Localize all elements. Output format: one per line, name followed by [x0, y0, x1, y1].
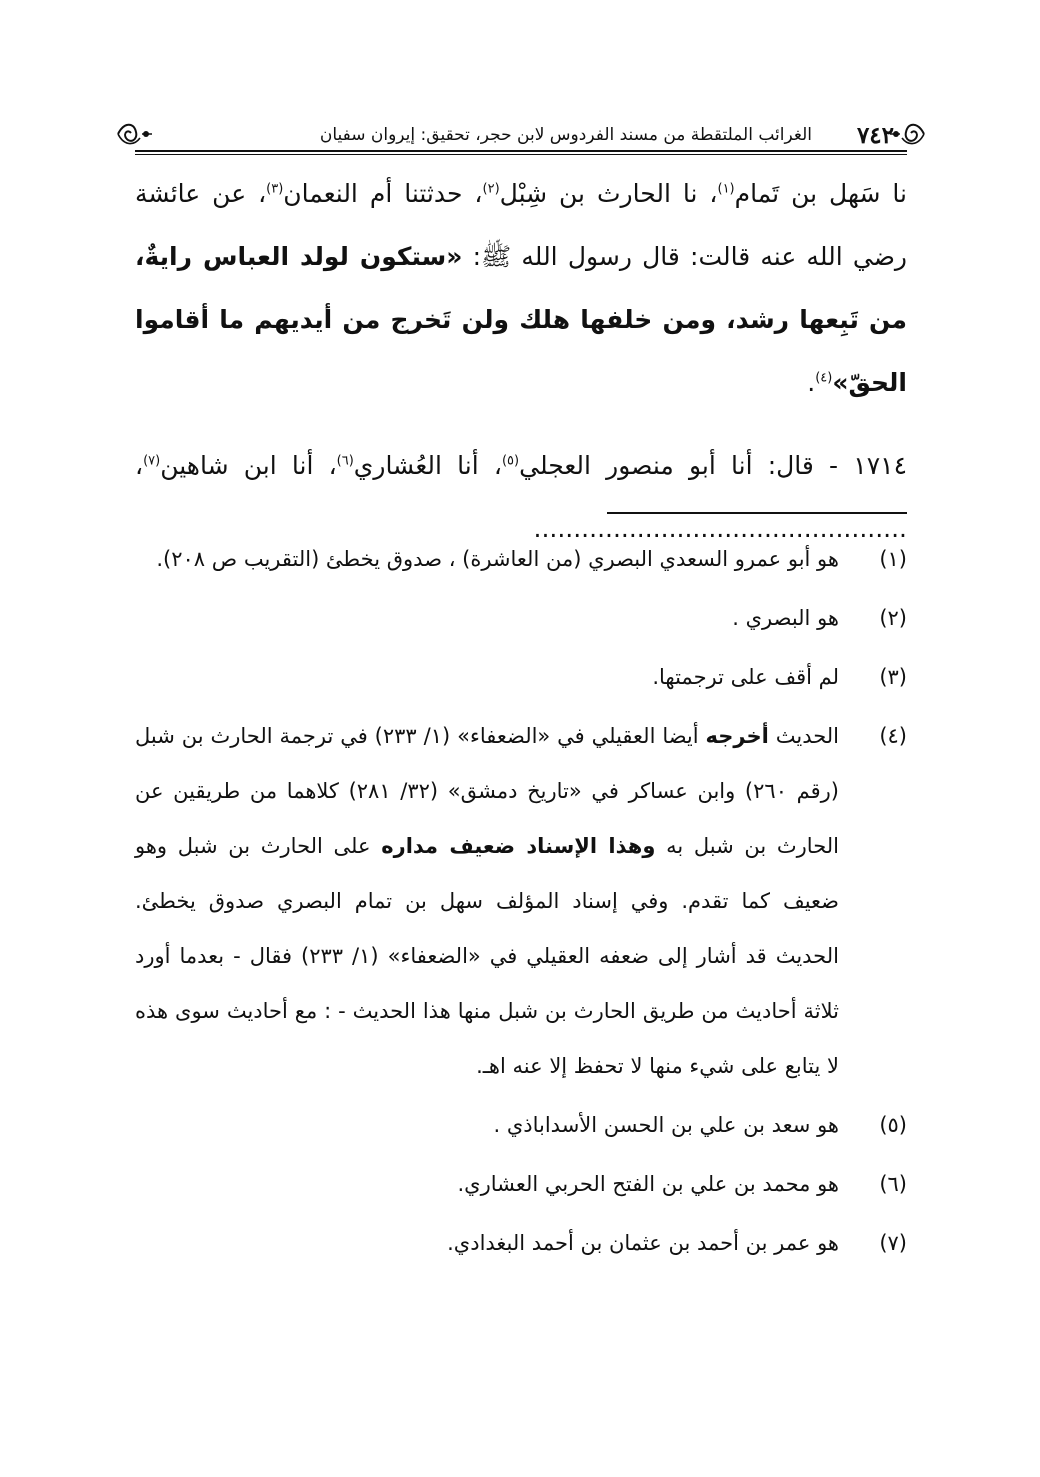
footnote-ref[interactable]: (٢) [482, 181, 500, 197]
footnote-ref[interactable]: (٦) [336, 453, 354, 469]
footnote-2 [135, 591, 907, 646]
floral-ornament-icon [114, 120, 154, 148]
footnote-number: (٦) [879, 1172, 907, 1196]
footnote-number: (٣) [879, 665, 907, 689]
footnote-ref[interactable]: (٣) [266, 181, 284, 197]
footnotes [135, 532, 907, 1271]
hadith-entry-1714: ١٧١٤ - قال: أنا أبو منصور العجلي$^{(٥)}$، أنا العُشاري$^{(٦)}$، أنا ابن شاهين$^{(٧)}$، ............................................... [135, 451, 907, 543]
footnote-text: هو محمد بن علي بن الفتح الحربي العشاري. [457, 1172, 839, 1196]
footnote-ref[interactable]: (٥) [501, 453, 520, 469]
footnote-ref[interactable]: (٧) [143, 453, 161, 469]
footnote-separator [607, 512, 907, 514]
footnote-number: (٢) [879, 606, 907, 630]
footnote-text: هو أبو عمرو السعدي البصري (من العاشرة) ، صدوق يخطئ (التقريب ص ٢٠٨). [156, 547, 839, 571]
floral-ornament-icon [888, 120, 928, 148]
footnote-number: (٧) [879, 1231, 907, 1255]
header-rule-thin [135, 154, 907, 155]
hadith-paragraph: نا سَهل بن تَمام$^{(١)}$، نا الحارث بن شِبْل$^{(٢)}$، حدثتنا أم النعمان$^{(٣)}$، عن عائشة رضي الله عنه قالت: قال رسول الله ﷺ: «ستكون لولد العباس رايةٌ، من تَبِعها رشد، ومن خلفها هلك ولن تَخرج من أيديهم ما أقاموا الحقّ»$^{(٤)}$. [135, 179, 907, 397]
footnote-1 [135, 532, 907, 587]
footnote-ref[interactable]: (١) [717, 181, 735, 197]
continuation-dots: ............................................... [533, 514, 907, 543]
footnote-3 [135, 650, 907, 705]
footnote-text: هو عمر بن أحمد بن عثمان بن أحمد البغدادي. [447, 1231, 839, 1255]
footnote-4 [135, 709, 907, 1094]
page-number: ٧٤٢ [856, 122, 894, 149]
footnote-6 [135, 1157, 907, 1212]
footnote-text: هو البصري . [732, 606, 839, 630]
page-header [130, 120, 912, 150]
header-rule [135, 150, 907, 152]
footnote-text: الحديث أخرجه أيضا العقيلي في «الضعفاء» (١/ ٢٣٣) في ترجمة الحارث بن شبل (رقم ٢٦٠) وابن عساكر في «تاريخ دمشق» (٣٢/ ٢٨١) كلاهما من طريقين عن الحارث بن شبل به وهذا الإسناد ضعيف مداره على الحارث بن شبل وهو ضعيف كما تقدم. وفي إسناد المؤلف سهل بن تمام البصري صدوق يخطئ. الحديث قد أشار إلى ضعفه العقيلي في «الضعفاء» (١/ ٢٣٣) فقال - بعدما أورد ثلاثة أحاديث من طريق الحارث بن شبل منها هذا الحديث - : مع أحاديث سوى هذه لا يتابع على شيء منها لا تحفظ إلا عنه اهـ. [135, 724, 839, 1078]
footnote-number: (٥) [879, 1113, 907, 1137]
footnote-ref[interactable]: (٤) [815, 370, 833, 386]
footnote-7 [135, 1216, 907, 1271]
footnote-number: (٤) [879, 724, 907, 748]
footnote-number: (١) [879, 547, 907, 571]
running-title: الغرائب الملتقطة من مسند الفردوس لابن حجر، تحقيق: إيروان سفيان [319, 125, 812, 145]
footnote-text: لم أقف على ترجمتها. [652, 665, 839, 689]
footnote-text: هو سعد بن علي بن الحسن الأسداباذي . [493, 1113, 839, 1137]
footnote-5 [135, 1098, 907, 1153]
main-text [135, 162, 907, 560]
hadith-matn: «ستكون لولد العباس رايةٌ، من تَبِعها رشد، ومن خلفها هلك ولن تَخرج من أيديهم ما أقاموا الحقّ» [135, 242, 907, 397]
